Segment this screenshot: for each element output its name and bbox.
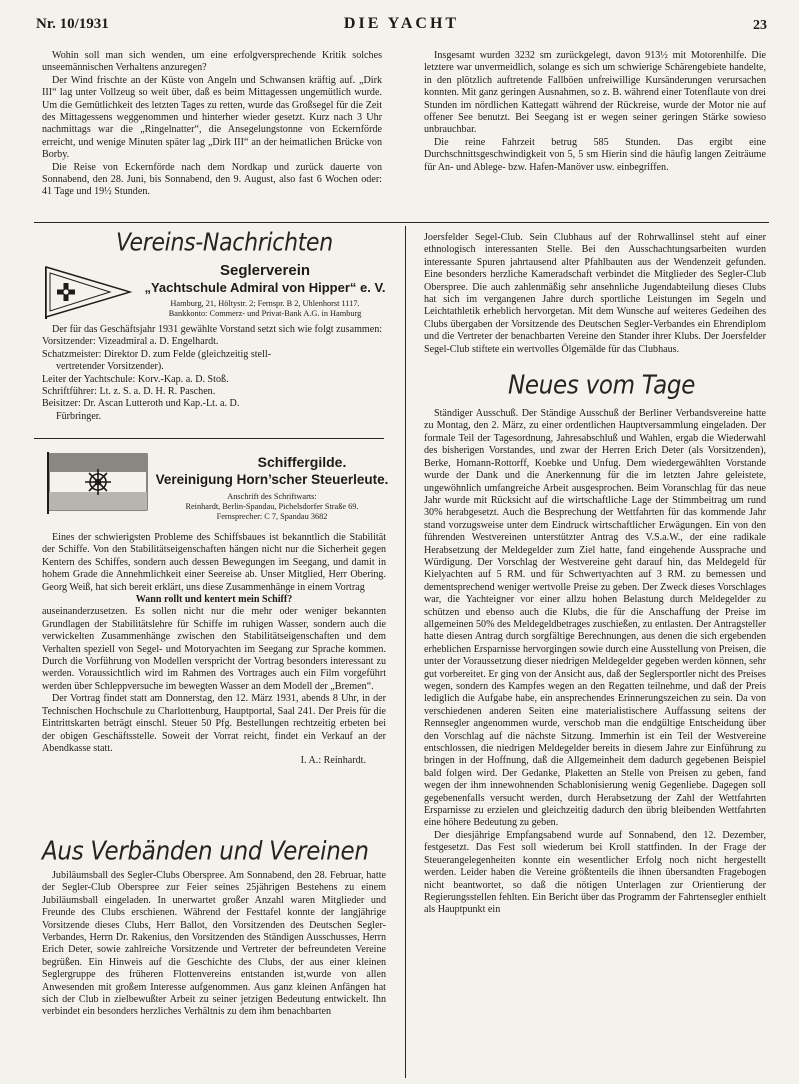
verbaende-section	[42, 836, 386, 1019]
paragraph: Der diesjährige Empfangsabend wurde auf Sonnabend, den 12. Dezember, festgesetzt. Das Fest soll wiederum bei Kroll stattfinden. In der Frage der Steuerangelegenheiten konnte ein wesentlicher Erfolg noch nicht hergestellt werden. Leider haben die Vereine größtenteils die ihnen übersandten Fragebogen nicht beantwortet, so daß die nötigen Unterlagen zur Orientierung der Regierungsstellen fehlten. Ein Bericht über das Programm der Fahrtensegler enthielt als Hauptpunkt ein	[424, 829, 766, 916]
board-line: vertretender Vorsitzender).	[56, 361, 164, 373]
club1-body	[42, 324, 386, 423]
schiffergilde-flag-icon	[46, 452, 150, 514]
signature: I. A.: Reinhardt.	[300, 755, 366, 767]
paragraph: Eines der schwierigsten Probleme des Schiffsbaues ist bekanntlich die Stabilität der Schiffe. Von den Stabilitätseigenschaften hängen nicht nur die Sicherheit gegen Kentern des Schiffes, sondern auch dessen Bewegungen im Seegang, und damit in hohem Grade die Annehmlichkeit einer Seereise ab. Unser Mitglied, Herr Obering. Georg Weiß, hat sich bereit erklärt, uns diese Zusammenhänge in einem Vortrag	[42, 532, 386, 593]
column-divider	[405, 226, 406, 1078]
board-line: Beisitzer: Dr. Ascan Lutteroth und Kap.-Lt. a. D.	[42, 398, 240, 410]
page-header	[36, 12, 767, 36]
paragraph: Der für das Geschäftsjahr 1931 gewählte Vorstand setzt sich wie folgt zusammen:	[52, 324, 383, 335]
club-type: Seglerverein	[219, 262, 311, 279]
club-header-schiffergilde	[155, 454, 389, 522]
paragraph: Der Vortrag findet statt am Donnerstag, den 12. März 1931, abends 8 Uhr, in der Technischen Hochschule zu Charlottenburg, Hauptportal, Saal 241. Der Preis für die Eintrittskarten beträgt einschl. Steuer 50 Pfg. Bestellungen rechtzeitig erbeten bei der obigen Geschäftsstelle. Soweit der Vorrat reicht, findet ein Verkauf an der Abendkasse statt.	[42, 693, 386, 754]
section-title-vereins: Vereins-Nachrichten	[116, 229, 333, 258]
paragraph: Ständiger Ausschuß. Der Ständige Ausschuß der Berliner Verbandsvereine hatte zu Montag, den 2. März, zu einer ordentlichen Hauptversammlung eingeladen. Der formale Teil der Tagesordnung, Jahresabschluß und Wahlen, ergab die Wiederwahl des bisherigen Vorstandes, und zwar der Herren Erich Deter (als Vorsitzenden), Berke, Homann-Rottorff, Koebke und Unfug. Dem wiedergewählten Vorstande wurde der Dank und die Anerkennung für die im letzten Jahre geleistete, ungewöhnlich umfangreiche Arbeit ausgesprochen. Beim Voranschlag für das neue Jahr wurde mit Rücksicht auf die wirtschaftliche Lage der Stimmbeitrag um rund 30% herabgesetzt. Auch die Besprechung der Wettfahrten für das kommende Jahr stand vorzugsweise unter dem Eindruck wirtschaftlicher Erwägungen. Ein von den führenden Westvereinen unterstützter Antrag des V.S.a.W., der eine radikale Herabsetzung der Meldegelder zum Ziel hatte, fand eingehende Aussprache und Würdigung. Der Vorschlag der Westvereine geht darauf hin, das Meldegeld für Kielyachten auf 5 RM. und für Schwertyachten auf 3 RM. zu bemessen und dementsprechend weniger wertvolle Preise zu geben. Der Zweck dieses Vorschlages war, die Yachteigner vor einer allzu hohen Belastung durch Meldegelder zu schützen und ebenso auch die Klubs, die für die Anschaffung der Preise im allgemeinen 50% des Meldegeldbetrages zuschießen, zu entlasten. Der Antragsteller hatte diesen Antrag durch sorgfältige Berechnungen, aus denen die sich ergebenden erheblichen Ersparnisse hervorgingen sowie durch eine Ausstellung von Preisen, die unter der Voraussetzung dieser niedrigen Meldegelder gegeben werden können, sehr gut vorbereitet. Er ging von der Ansicht aus, daß der Seglersportler nicht des Preises wegen, sondern des Kampfes wegen an den Regatten teilnehme, und daß der Preis lediglich die Aufgabe habe, ein ansprechendes Erinnerungszeichen zu sein. Da von verschiedenen anderen Seiten eine materialistischere Auffassung seitens der Rennsegler angenommen wurde, verschob man die endgültige Entscheidung über den Vorschlag auf die nächste Sitzung. Immerhin ist ein Teil der Westvereine entschlossen, die niedrigen Meldegelder bereits in diesem Jahre zur Einführung zu bringen in der Hoffnung, daß die Allgemeinheit dem dadurch gegebenen Beispiel bald folgen wird. Der Gedanke, Plaketten an Stelle von Preisen zu geben, fand wegen der ihm innewohnenden Schablonisierung wenig Gegenliebe. Dagegen soll gegebenenfalls versucht werden, durch Herabsetzung der Zahl der Wettfahrten Ersparnisse zu erzielen und gleichzeitig dadurch den übrig bleibenden Wettfahrten eine höhere Bedeutung zu geben.	[424, 408, 766, 829]
section-title-neues: Neues vom Tage	[508, 371, 696, 401]
page-number: 23	[753, 18, 767, 33]
section-title-verbaende: Aus Verbänden und Vereinen	[42, 837, 369, 867]
paragraph: Joersfelder Segel-Club. Sein Clubhaus auf der Rohrwallinsel steht auf einer ethnologisch interessanten Stelle. Bei den Ausschachtungsarbeiten wurden interessante Spuren jahrtausend alter Pfahlbauten aus der Wendenzeit gefunden. Eine besonders herzliche Kameradschaft verbindet die Mitglieder des Segler-Club Oberspree. Die auch zahlenmäßig sehr ansehnliche Jugendabteilung dieses Clubs hat sich im vergangenen Jahre durch sportliche Leistungen im Segeln und Leichtathletik erheblich hervorgetan. Mit dem Wunsche auf weiteres Gedeihen des Clubs übergaben der Vorsitzende des Deutschen Segler-Verbandes ein Ehrendiplom und die Vertreter der benachbarten Vereine den Stander ihrer Klubs. Der Joersfelder Segel-Club stiftete ein wertvolles Ölgemälde für das Clubhaus.	[424, 232, 766, 355]
paragraph: Die reine Fahrzeit betrug 585 Stunden. Das ergibt eine Durchschnittsgeschwindigkeit von 5, 5 sm Hierin sind die häufig langen Zeiträume für An- und Ablege- bzw. Hafen-Manöver usw. einbegriffen.	[424, 136, 766, 173]
lecture-title: Wann rollt und kentert mein Schiff?	[135, 594, 293, 606]
article-continuation-right	[424, 50, 766, 174]
club-name: „Yachtschule Admiral von Hipper“ e. V.	[144, 280, 386, 295]
section-divider	[34, 222, 769, 223]
paragraph: Wohin soll man sich wenden, um eine erfolgversprechende Kritik solches unseemännischen Verhaltens anzuregen?	[42, 50, 382, 74]
board-line: Fürbringer.	[56, 410, 102, 422]
paragraph: Der Wind frischte an der Küste von Angeln und Schwansen kräftig auf. „Dirk III“ lag unter Vollzeug so weit über, daß es beim Mittagessen ungemütlich wurde. Um die Gemütlichkeit des letzten Tages zu retten, wurde das Großsegel für die Zeit des Mittagessens weggenommen und hinterher wieder gesetzt. Kurz nach 3 Uhr nachmittags war die „Ringelnatter“, die Ansegelungstonne von Eckernförde erreicht, und wenige Minuten später lag „Dirk III“ an der heimatlichen Brücke von Borby.	[42, 74, 382, 161]
right-column	[424, 232, 766, 917]
paragraph: Insgesamt wurden 3232 sm zurückgelegt, davon 913½ mit Motorenhilfe. Die letztere war unvermeidlich, solange es sich um schwierige Schärengebiete handelte, in den plötzlich auftretende Fallböen unfreiwillige Kursänderungen verursachen konnten. Mit ganz geringen Ausnahmen, so z. B. während einer Totenflaute von drei Stunden im nördlichen Kattegatt während der Rückreise, wurde der Motor nie auf offener See benutzt. Bei Seegang ist er wegen seiner geringen Stärke sowieso unbrauchbar.	[424, 50, 766, 136]
club-bank: Bankkonto: Commerz- und Privat-Bank A.G. in Hamburg	[168, 309, 362, 318]
paragraph: auseinanderzusetzen. Es sollen nicht nur die mehr oder weniger bekannten Grundlagen der Stabilitätslehre für Schiffe im ruhigen Wasser, sondern auch die verwickelten Zusammenhänge zwischen den Stabilitätseigenschaften und dem Verhalten speziell von Segel- und Motoryachten im Seegang zur Sprache kommen. Durch die Vorführung von Modellen verspricht der Vortrag besonders interessant zu werden. Voraussichtlich wird im Rahmen des Vortrages auch ein Film vorgeführt werden über Schleppversuche im bewegten Wasser an dem Modell der „Bremen“.	[42, 606, 386, 692]
board-line: Schatzmeister: Direktor D. zum Felde (gleichzeitig stell-	[42, 348, 271, 360]
club-header-hipper	[140, 262, 390, 319]
vereins-nachrichten	[42, 228, 386, 256]
paragraph: Die Reise von Eckernförde nach dem Nordkap und zurück dauerte von Sonnabend, den 28. Juni, bis Sonnabend, den 9. August, also fast 6 Wochen oder: 41 Tage und 19½ Stunden.	[42, 161, 382, 198]
club2-body	[42, 532, 386, 768]
divider	[34, 438, 384, 439]
article-continuation-left	[42, 50, 382, 199]
board-line: Leiter der Yachtschule: Korv.-Kap. a. D. Stoß.	[42, 373, 229, 385]
magazine-title: DIE YACHT	[343, 15, 460, 32]
club-address: Reinhardt, Berlin-Spandau, Pichelsdorfer Straße 69.	[185, 502, 359, 511]
club-address: Hamburg, 21, Höltystr. 2; Fernspr. B 2, Uhlenhorst 1117.	[170, 299, 360, 308]
club-name: Vereinigung Horn’scher Steuerleute.	[155, 472, 389, 487]
club-address-label: Anschrift des Schriftwarts:	[227, 492, 317, 501]
hipper-burgee-icon	[44, 265, 132, 319]
issue-number: Nr. 10/1931	[36, 16, 109, 32]
paragraph: Jubiläumsball des Segler-Clubs Oberspree. Am Sonnabend, den 28. Februar, hatte der Segler-Club Oberspree zur Feier seines 25jährigen Bestehens zu einem Jubiläumsball eingeladen. In unerwartet großer Anzahl waren Mitglieder und Freunde des Clubs erschienen. Während der Festtafel konnte der langjährige Vorsitzende dieses Clubs, Herr Ballot, den Vorsitzenden des Deutschen Segler-Verbandes, Herrn Dr. Rakenius, den Vorsitzenden des Ständigen Ausschusses, Herrn Erich Deter, sowie zahlreiche Vorsitzende und Vertreter der befreundeten Vereine begrüßen. Ein Hinweis auf die Geschichte des Clubs, der aus einer kleinen Seglergruppe des früheren Flottenvereins entstanden ist,wurde von allen Anwesenden mit großem Interesse aufgenommen. Aus ganz kleinen Anfängen hat sich der Club in zielbewußter Arbeit zu seiner jetzigen Bedeutung entwickelt. Ihn verbindet ein besonders herzliches Verhältnis zu dem ihm benachbarten	[42, 870, 386, 1018]
club-phone: Fernsprecher: C 7, Spandau 3682	[216, 512, 328, 521]
club-type: Schiffergilde.	[257, 454, 347, 470]
board-line: Schriftführer: Lt. z. S. a. D. H. R. Paschen.	[42, 386, 216, 398]
board-line: Vorsitzender: Vizeadmiral a. D. Engelhardt.	[42, 336, 219, 348]
